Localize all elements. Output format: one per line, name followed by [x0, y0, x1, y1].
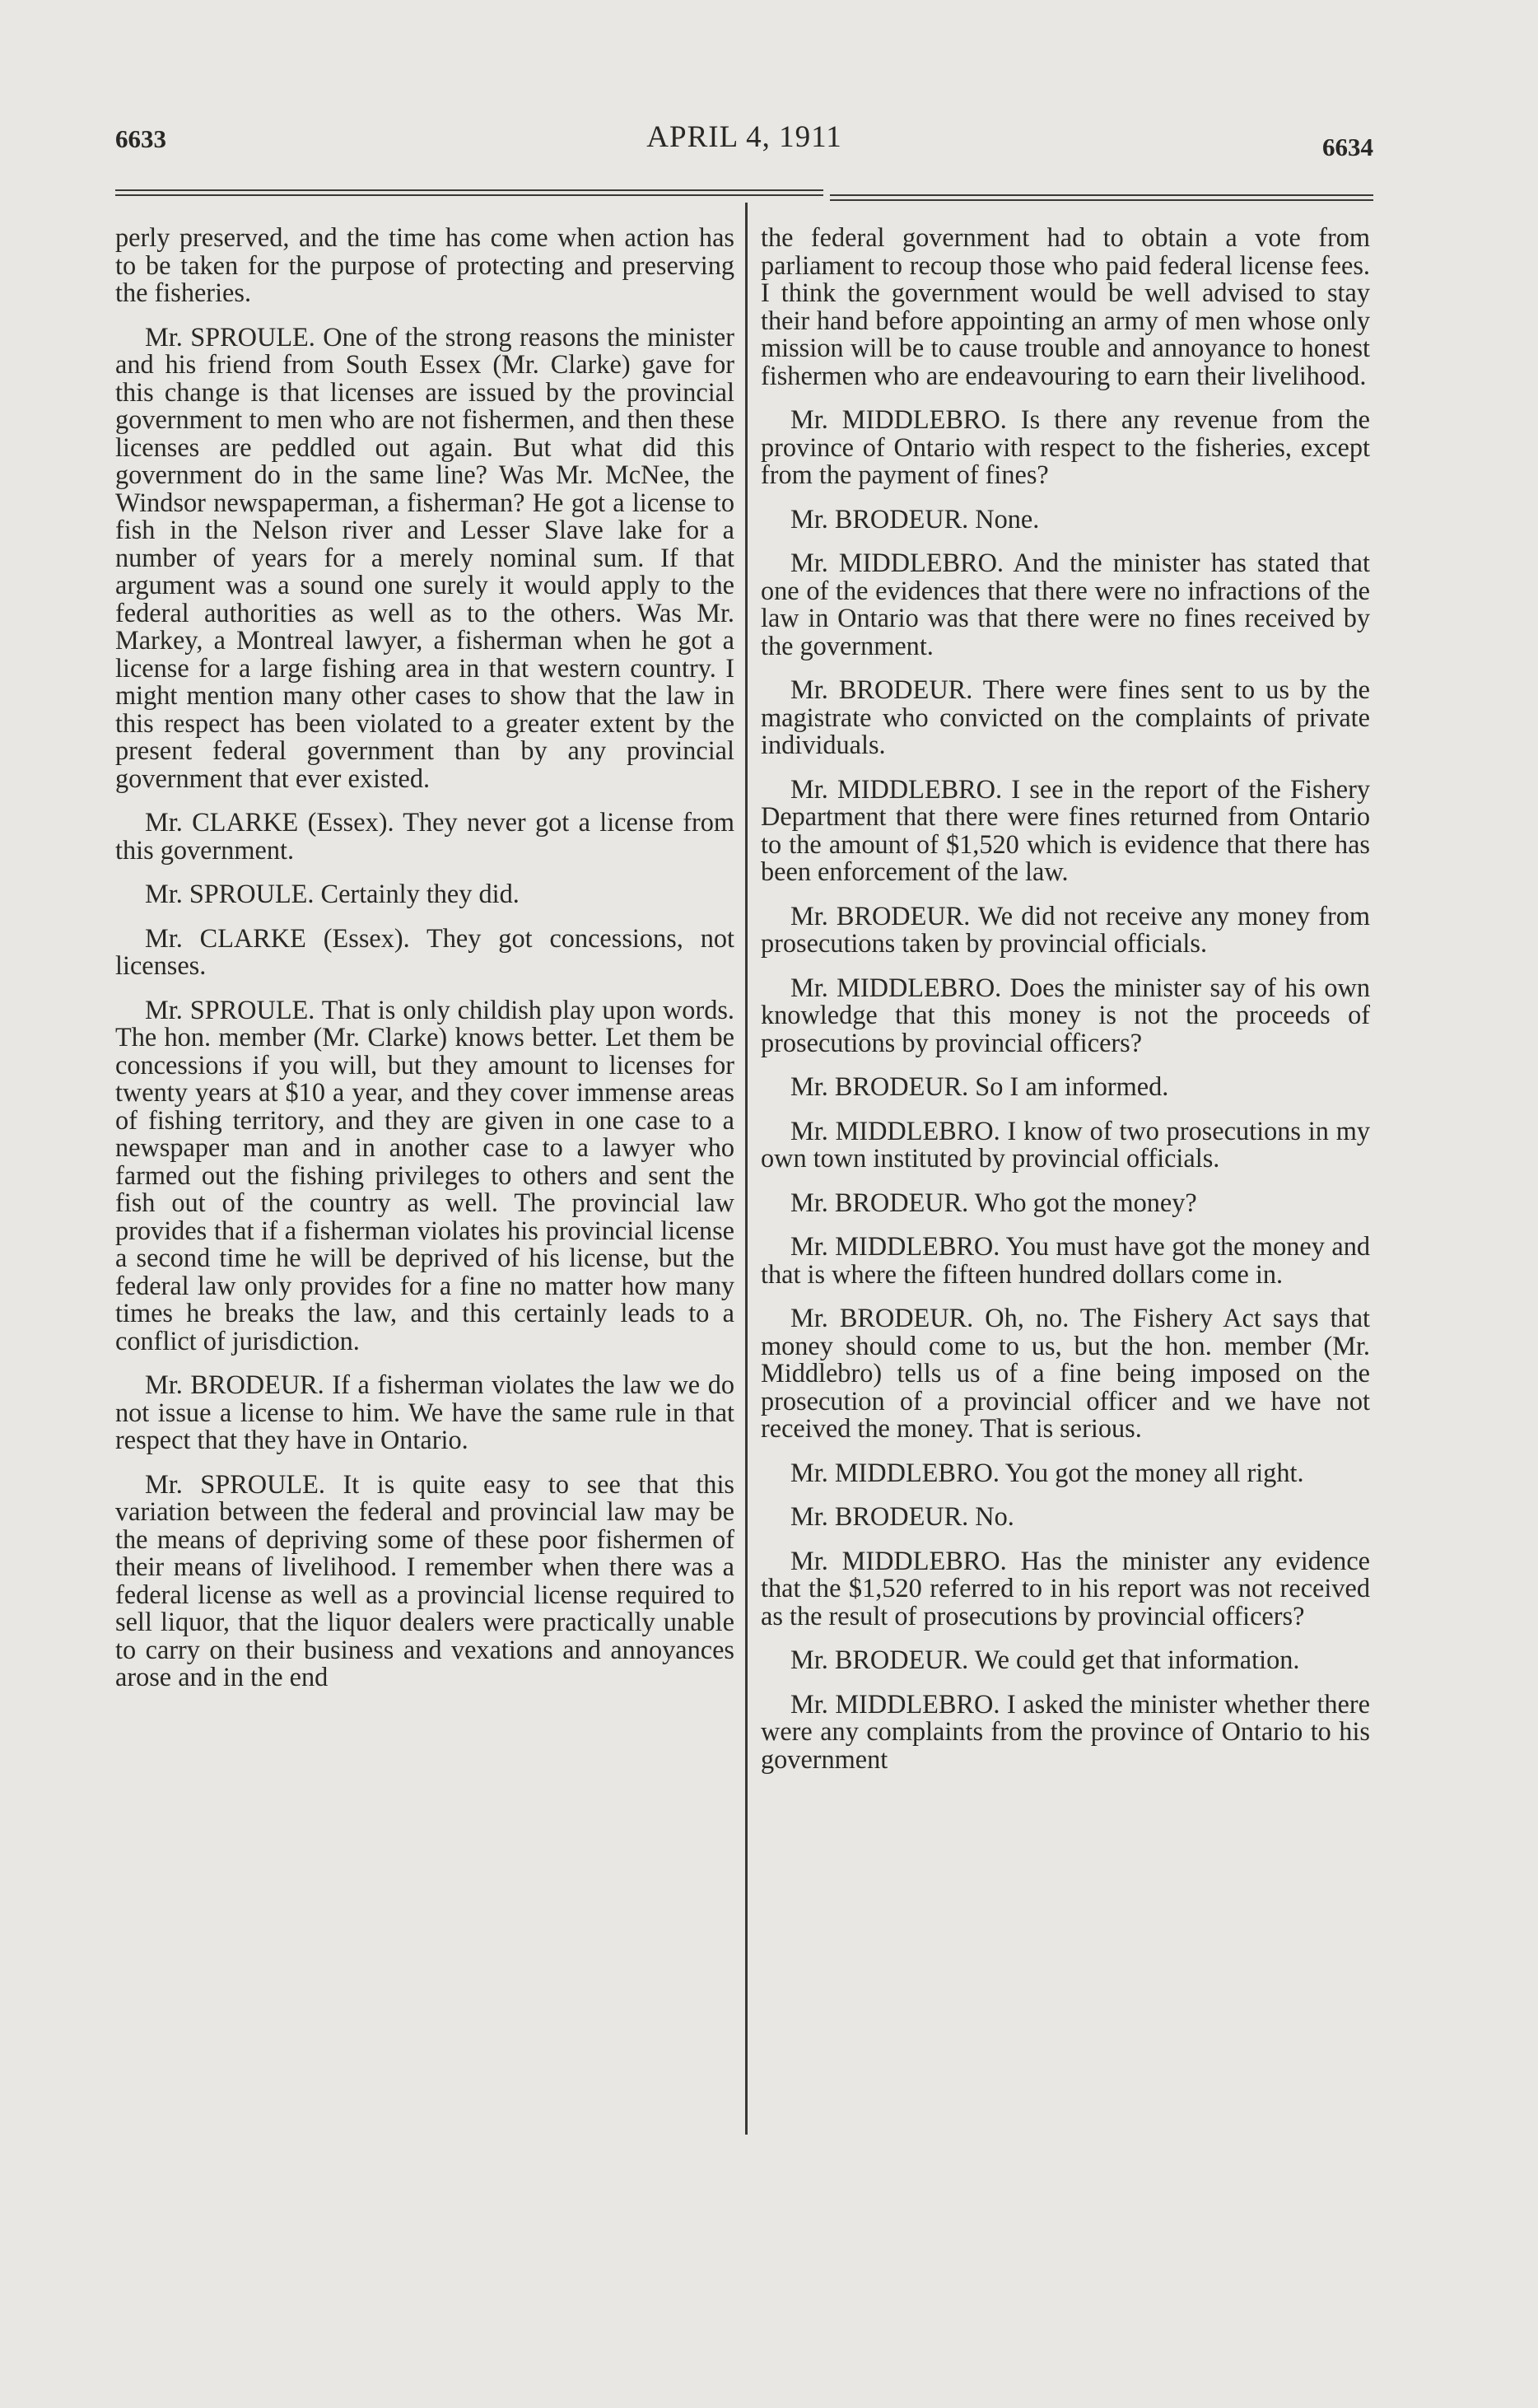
- paragraph: Mr. BRODEUR. No.: [790, 1501, 1014, 1531]
- paragraph: Mr. MIDDLEBRO. And the minister has stated that one of the evidences that there were no infractions of the law in Ontario was that there were no fines received by the government.: [761, 548, 1370, 660]
- header-rule-right: [830, 194, 1373, 201]
- column-divider: [745, 203, 748, 2135]
- paragraph: Mr. CLARKE (Essex). They never got a license from this government.: [115, 807, 734, 865]
- left-column: [115, 224, 734, 1708]
- paragraph: Mr. MIDDLEBRO. Does the minister say of his own knowledge that this money is not the proceeds of prosecutions by provincial officers?: [761, 972, 1370, 1057]
- right-column: [761, 224, 1370, 1790]
- paragraph: Mr. MIDDLEBRO. Is there any revenue from the province of Ontario with respect to the fisheries, except from the payment of fines?: [761, 404, 1370, 489]
- paragraph: Mr. BRODEUR. Oh, no. The Fishery Act says that money should come to us, but the hon. member (Mr. Middlebro) tells us of a fine being imposed on the prosecution of a provincial officer and we have not received the money. That is serious.: [761, 1303, 1370, 1443]
- page-date: APRIL 4, 1911: [646, 120, 842, 154]
- paragraph: Mr. MIDDLEBRO. You got the money all right.: [790, 1457, 1304, 1487]
- paragraph: the federal government had to obtain a vote from parliament to recoup those who paid federal license fees. I think the government would be well advised to stay their hand before appointing an army of men whose only mission will be to cause trouble and annoyance to honest fishermen who are endeavouring to earn their livelihood.: [761, 222, 1370, 390]
- header-rule-left: [115, 189, 823, 196]
- paragraph: Mr. SPROULE. It is quite easy to see that this variation between the federal and provincial law may be the means of depriving some of these poor fishermen of their means of livelihood. I remember when there was a federal license as well as a provincial license required to sell liquor, that the liquor dealers were practically unable to carry on their business and vexations and annoyances arose and in the end: [115, 1468, 734, 1692]
- page-number-left: 6633: [115, 124, 166, 153]
- paragraph: Mr. BRODEUR. Who got the money?: [790, 1187, 1197, 1217]
- paragraph: Mr. MIDDLEBRO. I know of two prosecutions in my own town instituted by provincial officials.: [761, 1115, 1370, 1173]
- page-header: [115, 119, 1373, 161]
- paragraph: Mr. BRODEUR. None.: [790, 503, 1040, 534]
- paragraph: Mr. CLARKE (Essex). They got concessions, not licenses.: [115, 922, 734, 980]
- paragraph: Mr. BRODEUR. So I am informed.: [790, 1071, 1169, 1101]
- paragraph: Mr. BRODEUR. There were fines sent to us by the magistrate who convicted on the complaints of private individuals.: [761, 674, 1370, 759]
- paragraph: Mr. SPROULE. Certainly they did.: [145, 879, 520, 908]
- page-number-right: 6634: [1322, 133, 1373, 161]
- paragraph: Mr. BRODEUR. We did not receive any money from prosecutions taken by provincial officials.: [761, 900, 1370, 958]
- paragraph: Mr. MIDDLEBRO. I asked the minister whether there were any complaints from the province of Ontario to his government: [761, 1688, 1370, 1774]
- paragraph: perly preserved, and the time has come when action has to be taken for the purpose of protecting and preserving the fisheries.: [115, 222, 734, 307]
- paragraph: Mr. SPROULE. That is only childish play upon words. The hon. member (Mr. Clarke) knows better. Let them be concessions if you will, but they amount to licenses for twenty years at $10 a year, and they cover immense areas of fishing territory, and they are given in one case to a newspaper man and in another case to a lawyer who farmed out the fishing privileges to others and sent the fish out of the country as well. The provincial law provides that if a fisherman violates his provincial license a second time he will be deprived of his license, but the federal law only provides for a fine no matter how many times he breaks the law, and this certainly leads to a conflict of jurisdiction.: [115, 994, 734, 1356]
- paragraph: Mr. SPROULE. One of the strong reasons the minister and his friend from South Essex (Mr. Clarke) gave for this change is that licenses are issued by the provincial government to men who are not fishermen, and then these licenses are peddled out again. But what did this government do in the same line? Was Mr. McNee, the Windsor newspaperman, a fisherman? He got a license to fish in the Nelson river and Lesser Slave lake for a number of years for a merely nominal sum. If that argument was a sound one surely it would apply to the federal authorities as well as to the others. Was Mr. Markey, a Montreal lawyer, a fisherman when he got a license for a large fishing area in that western country. I might mention many other cases to show that the law in this respect has been violated to a greater extent by the present federal government than by any provincial government that ever existed.: [115, 321, 734, 793]
- paragraph: Mr. MIDDLEBRO. I see in the report of the Fishery Department that there were fines returned from Ontario to the amount of $1,520 which is evidence that there has been enforcement of the law.: [761, 773, 1370, 886]
- paragraph: Mr. BRODEUR. If a fisherman violates the law we do not issue a license to him. We have the same rule in that respect that they have in Ontario.: [115, 1370, 734, 1454]
- paragraph: Mr. BRODEUR. We could get that information.: [790, 1645, 1300, 1674]
- paragraph: Mr. MIDDLEBRO. Has the minister any evidence that the $1,520 referred to in his report was not received as the result of prosecutions by provincial officers?: [761, 1545, 1370, 1631]
- paragraph: Mr. MIDDLEBRO. You must have got the money and that is where the fifteen hundred dollars come in.: [761, 1231, 1370, 1289]
